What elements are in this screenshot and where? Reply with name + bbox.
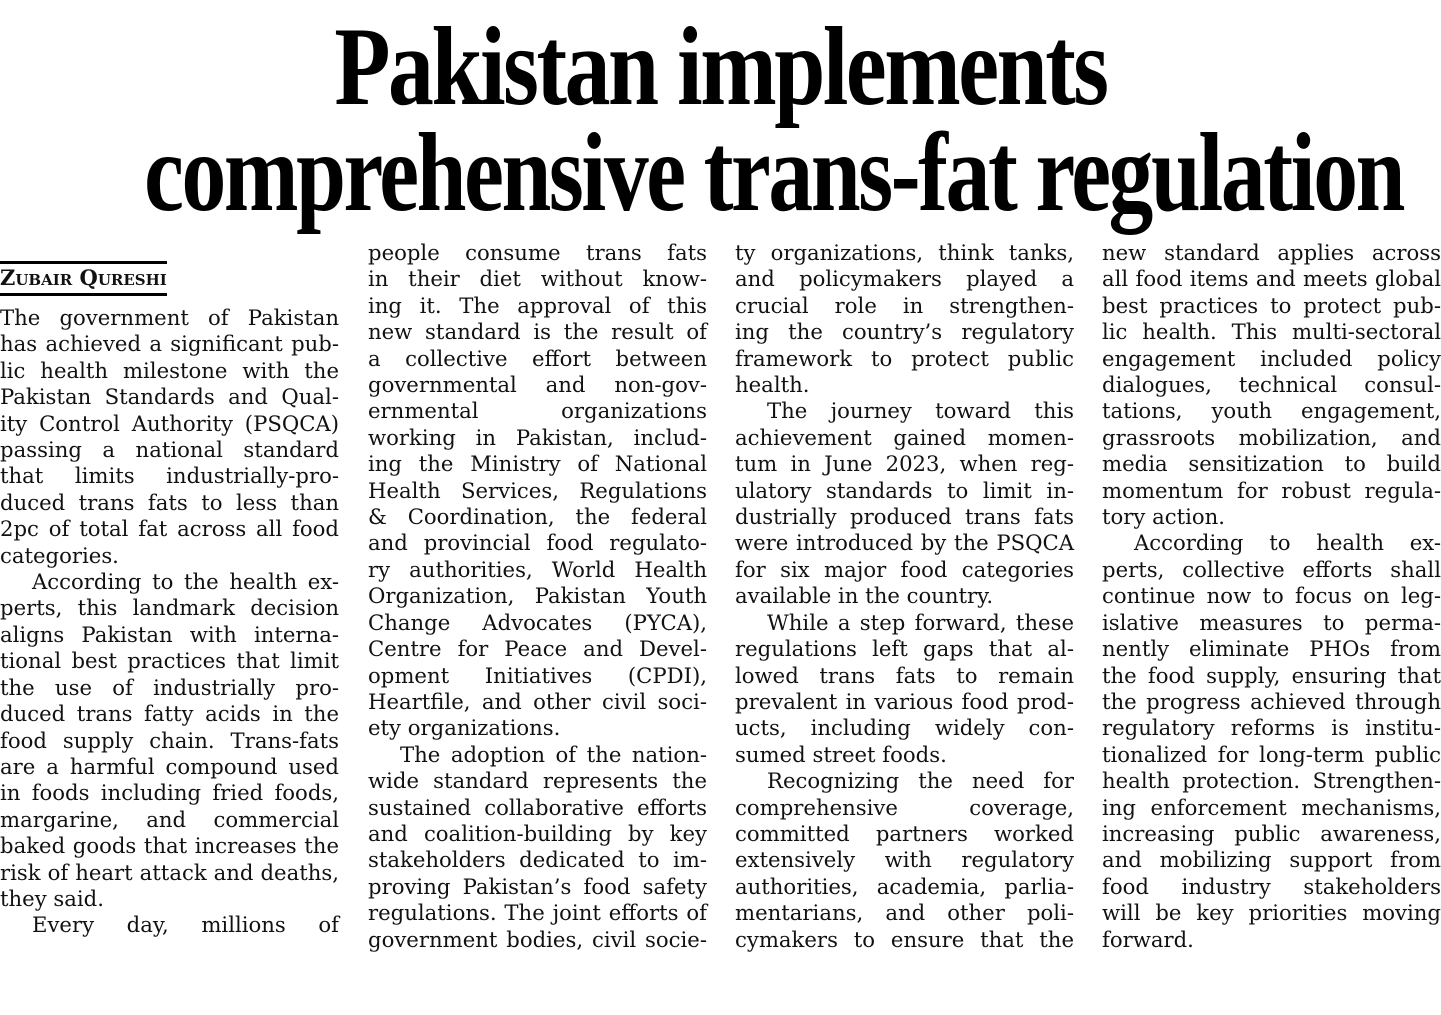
text-line: health. <box>735 372 810 398</box>
text-line: all food items and meets global <box>1102 266 1441 292</box>
text-line: ing it. The approval of this <box>368 292 707 318</box>
text-line: dustrially produced trans fats <box>735 504 1074 530</box>
column-2-text <box>368 240 707 953</box>
text-line: mentarians, and other poli- <box>735 900 1074 926</box>
text-line: will be key priorities moving <box>1102 900 1441 926</box>
text-line: government bodies, civil socie- <box>368 926 707 952</box>
text-line: and policymakers played a <box>735 266 1074 292</box>
text-line: forward. <box>1102 926 1194 952</box>
headline-line-2: comprehensive trans-fat regulation <box>144 111 1404 235</box>
text-line: categories. <box>0 542 119 568</box>
text-line: a collective effort between <box>368 345 707 371</box>
text-line: tations, youth engagement, <box>1102 398 1441 424</box>
text-line: achievement gained momen- <box>735 424 1074 450</box>
text-line: food supply chain. Trans-fats <box>0 727 339 753</box>
text-line: Health Services, Regulations <box>368 477 707 503</box>
text-line: While a step forward, these <box>767 609 1074 635</box>
text-line: The government of Pakistan <box>0 305 339 330</box>
text-line: According to health ex- <box>1134 530 1441 556</box>
text-line: ernmental organizations <box>368 398 707 424</box>
text-line: committed partners worked <box>735 820 1074 846</box>
text-line: regulations left gaps that al- <box>735 636 1074 662</box>
headline <box>0 5 1441 235</box>
column-3 <box>735 240 1074 953</box>
text-line: Every day, millions of <box>32 912 339 938</box>
text-line: Centre for Peace and Devel- <box>368 636 707 662</box>
text-line: duced trans fats to less than <box>0 489 339 515</box>
text-line: people consume trans fats <box>368 240 707 265</box>
text-line: framework to protect public <box>735 345 1074 371</box>
text-line: in foods including fried foods, <box>0 780 339 806</box>
text-line: in their diet without know- <box>368 266 707 292</box>
text-line: and coalition-building by key <box>368 820 707 846</box>
text-line: tional best practices that limit <box>0 648 339 674</box>
text-line: best practices to protect pub- <box>1102 292 1441 318</box>
text-line: duced trans fatty acids in the <box>0 701 339 727</box>
text-line: for six major food categories <box>735 556 1074 582</box>
text-line: Pakistan Standards and Qual- <box>0 384 339 410</box>
text-line: ty organizations, think tanks, <box>735 240 1074 265</box>
text-line: sustained collaborative efforts <box>368 794 707 820</box>
text-line: governmental and non-gov- <box>368 372 707 398</box>
text-line: perts, this landmark decision <box>0 595 339 621</box>
text-line: media sensitization to build <box>1102 451 1441 477</box>
text-line: ucts, including widely con- <box>735 715 1074 741</box>
text-line: perts, collective efforts shall <box>1102 556 1441 582</box>
column-2 <box>368 240 707 953</box>
text-line: lic health. This multi-sectoral <box>1102 319 1441 345</box>
column-4 <box>1102 240 1441 953</box>
text-line: regulatory reforms is institu- <box>1102 715 1441 741</box>
text-line: engagement included policy <box>1102 345 1441 371</box>
text-line: aligns Pakistan with interna- <box>0 621 339 647</box>
text-line: tum in June 2023, when reg- <box>735 451 1074 477</box>
text-line: the food supply, ensuring that <box>1102 662 1441 688</box>
text-line: are a harmful compound used <box>0 753 339 779</box>
text-line: that limits industrially-pro- <box>0 463 339 489</box>
text-line: has achieved a significant pub- <box>0 331 339 357</box>
text-line: cymakers to ensure that the <box>735 926 1074 952</box>
headline-line-1: Pakistan implements <box>334 5 1107 129</box>
text-line: available in the country. <box>735 583 994 609</box>
text-line: passing a national standard <box>0 437 339 463</box>
text-line: prevalent in various food prod- <box>735 688 1074 714</box>
text-line: regulations. The joint efforts of <box>368 900 707 926</box>
text-line: and provincial food regulato- <box>368 530 707 556</box>
text-line: new standard is the result of <box>368 319 707 345</box>
text-line: were introduced by the PSQCA <box>735 530 1074 556</box>
column-4-text <box>1102 240 1441 953</box>
text-line: and mobilizing support from <box>1102 847 1441 873</box>
text-line: lowed trans fats to remain <box>735 662 1074 688</box>
text-line: tory action. <box>1102 504 1226 530</box>
text-line: nently eliminate PHOs from <box>1102 636 1441 662</box>
text-line: sumed street foods. <box>735 741 947 767</box>
column-1-text <box>0 305 339 939</box>
text-line: increasing public awareness, <box>1102 820 1441 846</box>
text-line: ulatory standards to limit in- <box>735 477 1074 503</box>
text-line: The adoption of the nation- <box>400 741 707 767</box>
column-1 <box>0 240 339 939</box>
text-line: momentum for robust regula- <box>1102 477 1441 503</box>
text-line: baked goods that increases the <box>0 833 339 859</box>
text-line: extensively with regulatory <box>735 847 1074 873</box>
text-line: wide standard represents the <box>368 768 707 794</box>
byline: Zubair Qureshi <box>0 261 167 296</box>
text-line: ing the country’s regulatory <box>735 319 1074 345</box>
text-line: Heartfile, and other civil soci- <box>368 688 707 714</box>
text-line: The journey toward this <box>767 398 1074 424</box>
text-line: ety organizations. <box>368 715 561 741</box>
text-line: continue now to focus on leg- <box>1102 583 1441 609</box>
text-line: lic health milestone with the <box>0 357 339 383</box>
text-line: Change Advocates (PYCA), <box>368 609 707 635</box>
text-line: risk of heart attack and deaths, <box>0 859 339 885</box>
text-line: & Coordination, the federal <box>368 504 707 530</box>
text-line: According to the health ex- <box>32 569 339 595</box>
text-line: proving Pakistan’s food safety <box>368 873 707 899</box>
text-line: stakeholders dedicated to im- <box>368 847 707 873</box>
text-line: ry authorities, World Health <box>368 556 707 582</box>
text-line: comprehensive coverage, <box>735 794 1074 820</box>
text-line: margarine, and commercial <box>0 806 339 832</box>
text-line: ing enforcement mechanisms, <box>1102 794 1441 820</box>
text-line: new standard applies across <box>1102 240 1441 265</box>
text-line: the use of industrially pro- <box>0 674 339 700</box>
text-line: islative measures to perma- <box>1102 609 1441 635</box>
article-body <box>0 240 1441 960</box>
text-line: Recognizing the need for <box>767 768 1074 794</box>
text-line: Organization, Pakistan Youth <box>368 583 707 609</box>
text-line: working in Pakistan, includ- <box>368 424 707 450</box>
text-line: crucial role in strengthen- <box>735 292 1074 318</box>
text-line: opment Initiatives (CPDI), <box>368 662 707 688</box>
text-line: 2pc of total fat across all food <box>0 516 339 542</box>
text-line: the progress achieved through <box>1102 688 1441 714</box>
text-line: they said. <box>0 885 104 911</box>
text-line: dialogues, technical consul- <box>1102 372 1441 398</box>
text-line: food industry stakeholders <box>1102 873 1441 899</box>
text-line: health protection. Strengthen- <box>1102 768 1441 794</box>
text-line: tionalized for long-term public <box>1102 741 1441 767</box>
text-line: ity Control Authority (PSQCA) <box>0 410 339 436</box>
text-line: authorities, academia, parlia- <box>735 873 1074 899</box>
column-3-text <box>735 240 1074 953</box>
text-line: grassroots mobilization, and <box>1102 424 1441 450</box>
text-line: ing the Ministry of National <box>368 451 707 477</box>
